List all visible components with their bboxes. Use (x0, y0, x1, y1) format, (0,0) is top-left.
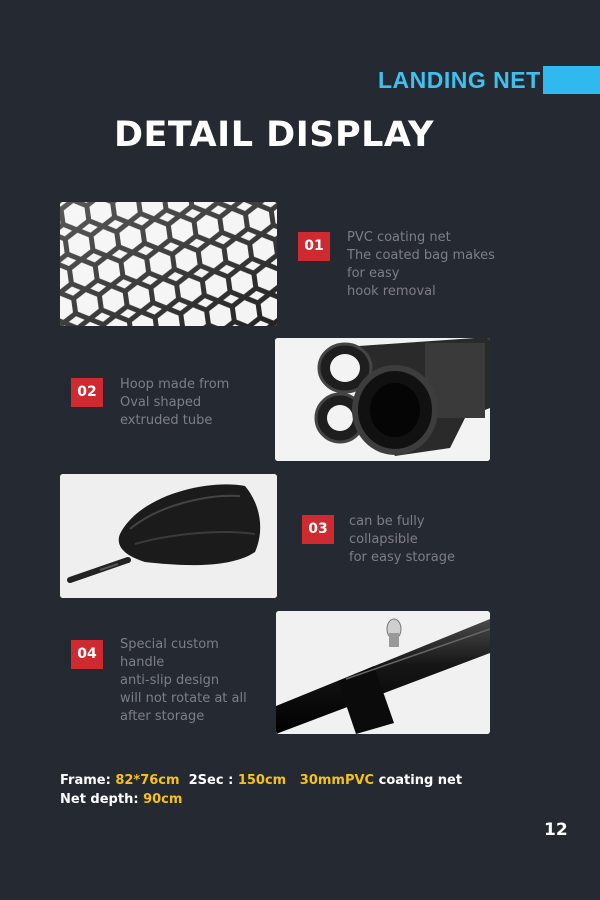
feature-01-badge: 01 (298, 232, 330, 261)
feature-03-badge: 03 (302, 515, 334, 544)
frame-label: Frame: (60, 773, 111, 788)
feature-04-description (120, 636, 247, 726)
feature-02-line: Hoop made from (120, 377, 230, 392)
feature-01-line: hook removal (347, 284, 436, 299)
feature-01-image (60, 202, 277, 326)
page-number: 12 (544, 820, 568, 840)
feature-02-image (275, 338, 490, 461)
feature-03-line: collapsible (349, 532, 418, 547)
feature-04-badge: 04 (71, 640, 103, 669)
feature-04-image (276, 611, 490, 734)
feature-04-line: will not rotate at all (120, 691, 247, 706)
coating-label: coating net (378, 773, 463, 788)
feature-02-line: extruded tube (120, 413, 213, 428)
frame-value: 82*76cm (115, 773, 180, 788)
handle-pole-icon (276, 611, 490, 734)
page-title: DETAIL DISPLAY (113, 115, 435, 155)
collapsed-net-icon (60, 474, 277, 598)
feature-04-line: after storage (120, 709, 205, 724)
feature-02-badge: 02 (71, 378, 103, 407)
spec-line-1 (60, 771, 462, 790)
feature-01-line: PVC coating net (347, 230, 451, 245)
hexagon-net-icon (60, 202, 277, 326)
feature-04-line: anti-slip design (120, 673, 220, 688)
spec-line-2 (60, 790, 462, 809)
feature-02-description (120, 376, 229, 430)
feature-04-line: Special custom (120, 637, 219, 652)
feature-03-description (349, 513, 455, 567)
coating-value: 30mmPVC (299, 773, 375, 788)
sec-value: 150cm (237, 773, 287, 788)
feature-03-image (60, 474, 277, 598)
section-accent-bar (543, 66, 600, 94)
section-label: LANDING NET (378, 67, 541, 93)
feature-02-line: Oval shaped (120, 395, 202, 410)
feature-01-description (347, 229, 495, 301)
feature-04-line: handle (120, 655, 165, 670)
depth-value: 90cm (143, 792, 183, 807)
feature-03-line: can be fully (349, 514, 425, 529)
feature-01-line: for easy (347, 266, 400, 281)
sec-label: 2Sec : (188, 773, 234, 788)
oval-tube-connector-icon (275, 338, 490, 461)
specifications (60, 771, 462, 809)
depth-label: Net depth: (60, 792, 139, 807)
feature-01-line: The coated bag makes (347, 248, 495, 263)
feature-03-line: for easy storage (349, 550, 455, 565)
